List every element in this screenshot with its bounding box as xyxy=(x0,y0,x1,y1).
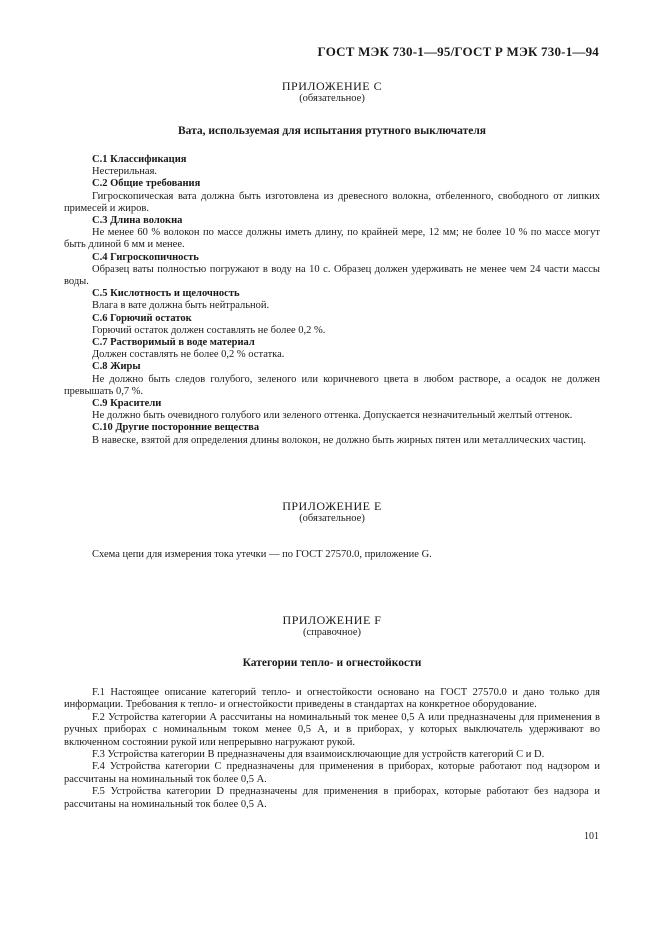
section-heading: С.4 Гигроскопичность xyxy=(92,251,199,263)
appendix-c-status: (обязательное) xyxy=(299,93,365,104)
appendix-c-title: ПРИЛОЖЕНИЕ C xyxy=(281,79,383,93)
section-heading: С.1 Классификация xyxy=(92,154,187,165)
section-heading: С.2 Общие требования xyxy=(92,178,201,190)
appendix-f-title: ПРИЛОЖЕНИЕ F xyxy=(282,613,382,627)
section-heading: С.9 Красители xyxy=(92,398,162,410)
section-text: Не должно быть следов голубого, зеленого или коричневого цвета в любом растворе, а осадок не должен превышать 0,7 %. xyxy=(64,373,600,397)
appendix-e-title: ПРИЛОЖЕНИЕ E xyxy=(282,499,382,513)
appendix-c-heading: Вата, используемая для испытания ртутного выключателя xyxy=(177,125,487,137)
section-heading: С.10 Другие посторонние вещества xyxy=(92,422,260,434)
appendix-e-text: Схема цепи для измерения тока утечки — по ГОСТ 27570.0, приложение G. xyxy=(92,549,432,560)
section-heading: С.3 Длина волокна xyxy=(92,215,183,227)
section-heading: С.8 Жиры xyxy=(92,361,141,373)
section-text: Должен составлять не более 0,2 % остатка. xyxy=(92,349,285,361)
page-number: 101 xyxy=(584,831,599,842)
section-text: Гигроскопическая вата должна быть изготовлена из древесного волокна, отбеленного, свободного от липких примесей и жиров. xyxy=(64,190,600,214)
paragraph: F.5 Устройства категории D предназначены для применения в приборах, которые работают без надзора и рассчитаны на номинальный ток более 0,5 А. xyxy=(64,786,600,810)
section-text: Образец ваты полностью погружают в воду на 10 с. Образец должен удерживать не менее чем 24 части массы воды. xyxy=(64,263,600,288)
section-text: В навеске, взятой для определения длины волокон, не должно быть жирных пятен или металлических частиц. xyxy=(92,434,586,446)
section-heading: С.6 Горючий остаток xyxy=(92,312,192,324)
section-text: Нестерильная. xyxy=(92,166,158,178)
appendix-f-paragraphs xyxy=(64,687,600,811)
paragraph: F.1 Настоящее описание категорий тепло- и огнестойкости основано на ГОСТ 27570.0 и дано только для информации. Требования к тепло- и огнестойкости приведены в стандартах на конкретное оборудование. xyxy=(64,687,600,711)
section-heading: С.5 Кислотность и щелочность xyxy=(92,288,240,300)
section-text: Не менее 60 % волокон по массе должны иметь длину, по крайней мере, 12 мм; не более 10 % по массе могут быть длиной 6 мм и менее. xyxy=(64,227,600,251)
appendix-f-heading: Категории тепло- и огнестойкости xyxy=(242,657,422,669)
section-text: Влага в вате должна быть нейтральной. xyxy=(92,300,270,312)
paragraph: F.2 Устройства категории А рассчитаны на номинальный ток менее 0,5 А или предназначены для применения в ручных приборах с номинальным током менее 0,5 А, и в приборах, у которых выключатель удерживают во включенном состоянии рукой или непрерывно нагружают рукой. xyxy=(64,711,600,748)
section-text: Горючий остаток должен составлять не более 0,2 %. xyxy=(92,324,326,336)
section-heading: С.7 Растворимый в воде материал xyxy=(92,337,255,349)
paragraph: F.3 Устройства категории В предназначены для взаимоисключающие для устройств категорий С и D. xyxy=(92,749,545,761)
paragraph: F.4 Устройства категории С предназначены для применения в приборах, которые работают под надзором и рассчитаны на номинальный ток более 0,5 А. xyxy=(64,761,600,785)
appendix-e-status: (обязательное) xyxy=(299,513,365,524)
section-text: Не должно быть очевидного голубого или зеленого оттенка. Допускается незначительный желтый оттенок. xyxy=(92,410,573,422)
appendix-f-status: (справочное) xyxy=(303,627,361,638)
running-header: ГОСТ МЭК 730-1—95/ГОСТ Р МЭК 730-1—94 xyxy=(317,44,599,59)
appendix-c-sections xyxy=(64,154,600,447)
